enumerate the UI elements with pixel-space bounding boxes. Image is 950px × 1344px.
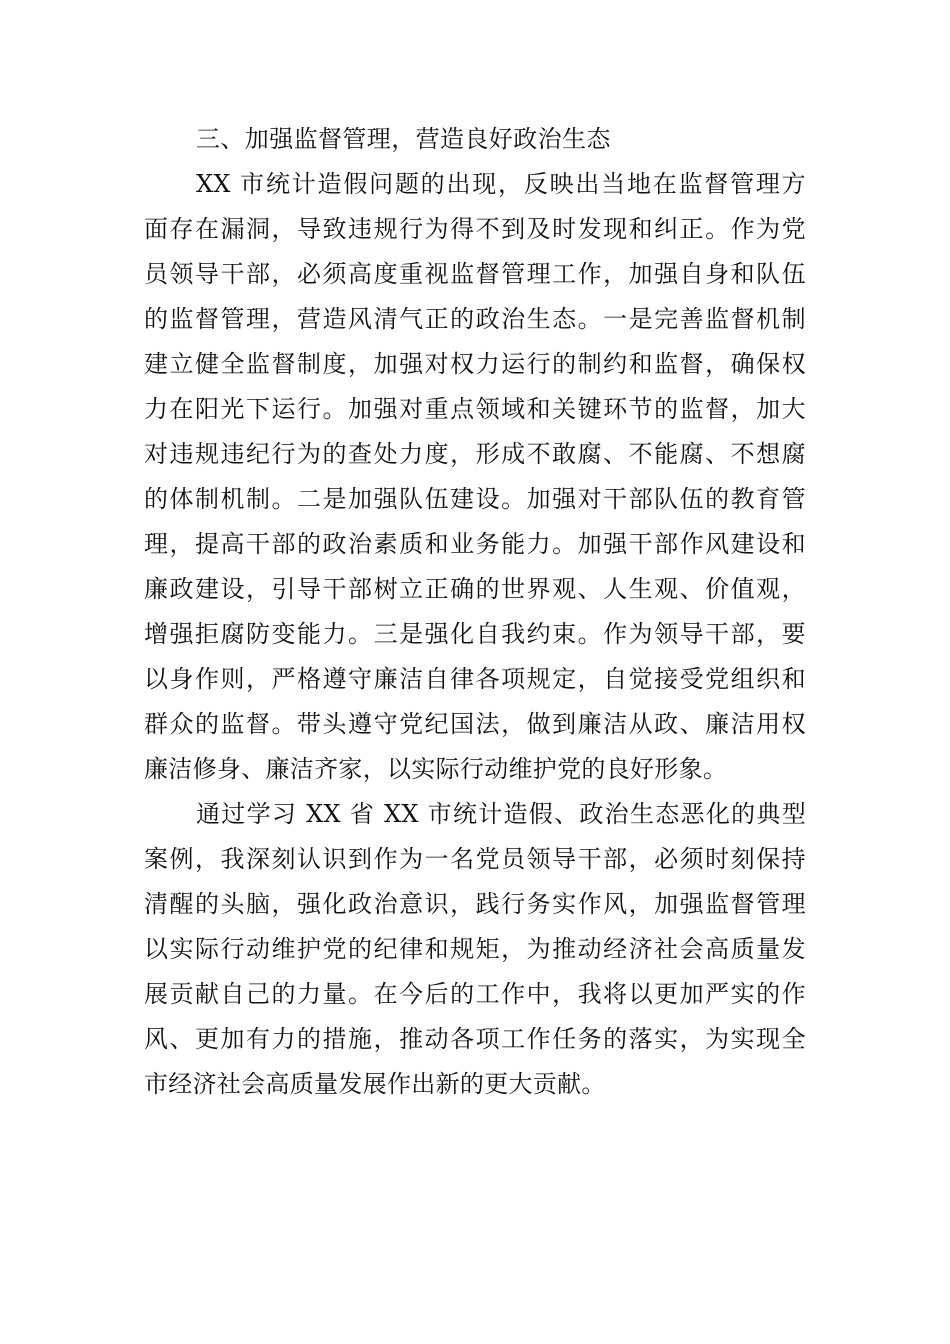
paragraph-line: 风、更加有力的措施，推动各项工作任务的落实，为实现全 — [144, 1025, 806, 1053]
document-body — [144, 117, 806, 1107]
paragraph-line: 群众的监督。带头遵守党纪国法，做到廉洁从政、廉洁用权 — [144, 710, 806, 738]
paragraph-line: 的体制机制。二是加强队伍建设。加强对干部队伍的教育管 — [144, 485, 806, 513]
paragraph-line: 对违规违纪行为的查处力度，形成不敢腐、不能腐、不想腐 — [144, 440, 806, 468]
paragraph-line: XX 市统计造假问题的出现，反映出当地在监督管理方 — [196, 170, 806, 198]
paragraph-line: 增强拒腐防变能力。三是强化自我约束。作为领导干部，要 — [144, 620, 806, 648]
paragraph-line: 市经济社会高质量发展作出新的更大贡献。 — [144, 1070, 606, 1098]
paragraph-conclusion — [144, 792, 806, 1107]
paragraph-line: 通过学习 XX 省 XX 市统计造假、政治生态恶化的典型 — [196, 800, 806, 828]
paragraph-line: 的监督管理，营造风清气正的政治生态。一是完善监督机制 — [144, 305, 806, 333]
paragraph-line: 案例，我深刻认识到作为一名党员领导干部，必须时刻保持 — [144, 845, 806, 873]
paragraph-line: 廉洁修身、廉洁齐家，以实际行动维护党的良好形象。 — [144, 755, 728, 783]
paragraph-line: 以身作则，严格遵守廉洁自律各项规定，自觉接受党组织和 — [144, 665, 806, 693]
paragraph-supervision — [144, 162, 806, 792]
paragraph-line: 廉政建设，引导干部树立正确的世界观、人生观、价值观， — [144, 575, 806, 603]
paragraph-line: 力在阳光下运行。加强对重点领域和关键环节的监督，加大 — [144, 395, 806, 423]
paragraph-line: 清醒的头脑，强化政治意识，践行务实作风，加强监督管理 — [144, 890, 806, 918]
section-heading: 三、加强监督管理，营造良好政治生态 — [196, 125, 611, 153]
paragraph-line: 理，提高干部的政治素质和业务能力。加强干部作风建设和 — [144, 530, 806, 558]
paragraph-line: 面存在漏洞，导致违规行为得不到及时发现和纠正。作为党 — [144, 215, 806, 243]
paragraph-line: 员领导干部，必须高度重视监督管理工作，加强自身和队伍 — [144, 260, 806, 288]
paragraph-line: 以实际行动维护党的纪律和规矩，为推动经济社会高质量发 — [144, 935, 806, 963]
paragraph-line: 建立健全监督制度，加强对权力运行的制约和监督，确保权 — [144, 350, 806, 378]
paragraph-line: 展贡献自己的力量。在今后的工作中，我将以更加严实的作 — [144, 980, 806, 1008]
